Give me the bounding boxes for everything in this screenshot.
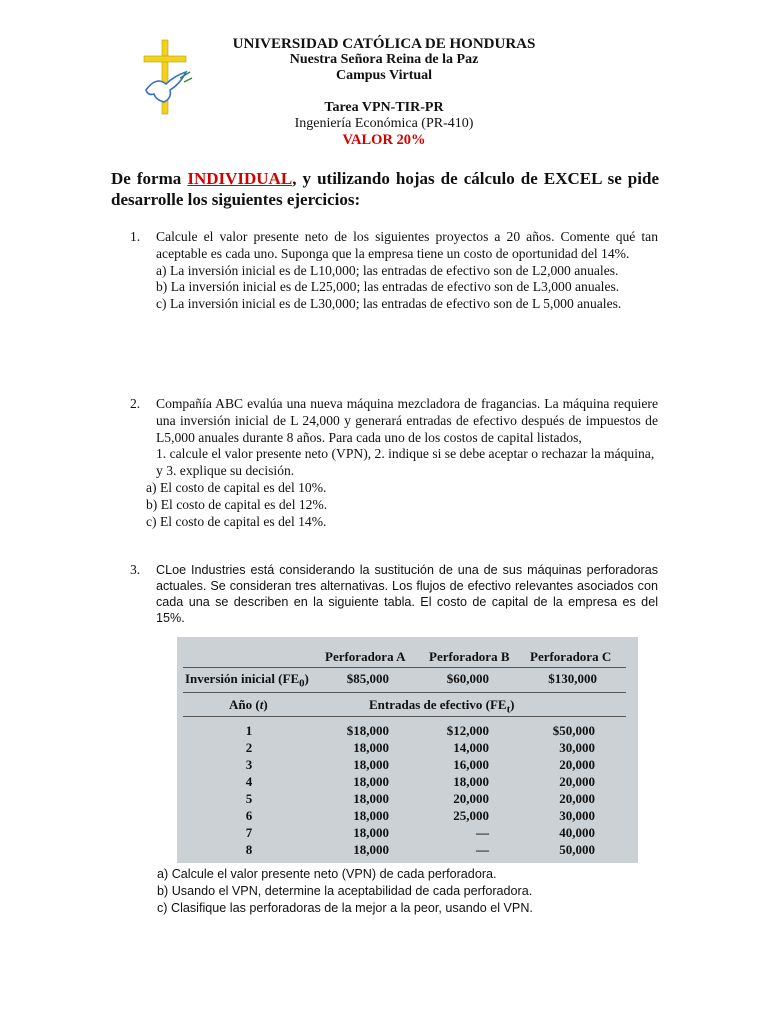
- cash-flow-cell: 20,000: [559, 774, 595, 789]
- cash-flow-cell: $12,000: [446, 723, 489, 738]
- year-cell: 4: [245, 774, 253, 789]
- exercise-option: a) El costo de capital es del 10%.: [146, 479, 327, 495]
- cash-flow-cell: 18,000: [353, 774, 389, 789]
- year-cell: 8: [245, 842, 253, 857]
- exercise-option: b) La inversión inicial es de L25,000; las entradas de efectivo son de L3,000 anuales.: [156, 279, 620, 295]
- cash-flow-cell: 18,000: [353, 825, 389, 840]
- exercise-2: [130, 396, 658, 530]
- cash-flow-cell: $50,000: [552, 723, 595, 738]
- cash-flow-cell: $18,000: [346, 723, 389, 738]
- cash-flow-cell: 18,000: [453, 774, 489, 789]
- assignment-value: VALOR 20%: [342, 132, 426, 148]
- initial-value: $60,000: [446, 671, 489, 686]
- cash-flow-cell: 40,000: [559, 825, 595, 840]
- column-header: Perforadora B: [429, 649, 510, 664]
- intro-suffix: , y utilizando hojas de cálculo de EXCEL se pide desarrolle los siguientes ejercicios:: [111, 169, 659, 209]
- cash-flow-cell: —: [476, 842, 489, 857]
- column-header: Perforadora A: [325, 649, 406, 664]
- year-cell: 5: [245, 791, 253, 806]
- initial-value: $130,000: [548, 671, 597, 686]
- exercise-3: [130, 562, 658, 626]
- document-header: [0, 36, 768, 148]
- exercise-1: [130, 229, 658, 313]
- campus-name: Nuestra Señora Reina de la Paz: [289, 52, 479, 67]
- exercise-text: CLoe Industries está considerando la sustitución de una de sus máquinas perforadoras actuales. Se consideran tres alternativas. Los flujos de efectivo relevantes asociados con cada una se describen en la siguiente tabla. El costo de capital de la empresa es del 15%.: [156, 563, 658, 625]
- cash-flow-cell: 14,000: [453, 740, 489, 755]
- exercise-option: a) La inversión inicial es de L10,000; las entradas de efectivo son de L2,000 anuales.: [156, 262, 619, 278]
- university-name: UNIVERSIDAD CATÓLICA DE HONDURAS: [232, 36, 536, 52]
- year-cell: 6: [245, 808, 253, 823]
- column-header: Perforadora C: [530, 649, 612, 664]
- year-cell: 2: [245, 740, 253, 755]
- exercise-number: 2.: [130, 396, 141, 411]
- year-cell: 7: [245, 825, 253, 840]
- cash-flow-cell: 50,000: [559, 842, 595, 857]
- exercise-text: Calcule el valor presente neto de los siguientes proyectos a 20 años. Comente qué tan aceptable es cada uno. Suponga que la empresa tiene un costo de oportunidad del 14%.: [156, 229, 658, 261]
- cash-flow-table: [177, 637, 638, 863]
- initial-investment-label: Inversión inicial $(FE_0)$: [185, 671, 309, 690]
- exercise-number: 3.: [130, 562, 141, 577]
- year-cell: 3: [245, 757, 253, 772]
- question-item: a) Calcule el valor presente neto (VPN) de cada perforadora.: [157, 867, 497, 881]
- course-name: Ingeniería Económica (PR-410): [294, 116, 474, 131]
- cash-flows-label: Entradas de efectivo $(FE_t)$: [369, 697, 515, 716]
- exercise-option: c) El costo de capital es del 14%.: [146, 513, 327, 529]
- cash-flow-cell: 25,000: [453, 808, 489, 823]
- campus-type: Campus Virtual: [335, 68, 433, 83]
- exercise-option: c) La inversión inicial es de L30,000; las entradas de efectivo son de L 5,000 anuales.: [156, 296, 622, 312]
- instructions-intro: [111, 168, 659, 210]
- exercise-text: 1. calcule el valor presente neto (VPN), 2. indique si se debe aceptar o rechazar la máquina, y 3. explique su decisión.: [156, 446, 655, 479]
- exercise-option: b) El costo de capital es del 12%.: [146, 496, 328, 512]
- question-item: b) Usando el VPN, determine la aceptabilidad de cada perforadora.: [157, 883, 533, 898]
- initial-value: $85,000: [346, 671, 389, 686]
- exercise-3-questions: [157, 866, 533, 916]
- cash-flow-cell: 18,000: [353, 808, 389, 823]
- cash-flow-cell: 30,000: [559, 808, 595, 823]
- cash-flow-cell: 18,000: [353, 842, 389, 857]
- exercise-text: Compañía ABC evalúa una nueva máquina mezcladora de fragancias. La máquina requiere una inversión inicial de L 24,000 y generará entradas de efectivo después de impuestos de L5,000 anuales durante 8 años. Para cada uno de los costos de capital listados,: [156, 396, 658, 445]
- cash-flow-cell: 16,000: [453, 757, 489, 772]
- intro-prefix: De forma: [111, 169, 188, 188]
- exercise-number: 1.: [130, 229, 141, 244]
- cash-flow-cell: —: [476, 825, 489, 840]
- cash-flow-cell: 20,000: [559, 791, 595, 806]
- cash-flow-cell: 20,000: [453, 791, 489, 806]
- cash-flow-cell: 18,000: [353, 757, 389, 772]
- cash-flow-cell: 18,000: [353, 791, 389, 806]
- year-cell: 1: [245, 723, 253, 738]
- question-item: c) Clasifique las perforadoras de la mejor a la peor, usando el VPN.: [157, 900, 533, 915]
- year-label: Año (t): [229, 697, 268, 712]
- assignment-title: Tarea VPN-TIR-PR: [324, 100, 444, 115]
- cash-flow-cell: 30,000: [559, 740, 595, 755]
- cash-flow-cell: 20,000: [559, 757, 595, 772]
- intro-emphasis: INDIVIDUAL: [187, 169, 293, 188]
- cash-flow-cell: 18,000: [353, 740, 389, 755]
